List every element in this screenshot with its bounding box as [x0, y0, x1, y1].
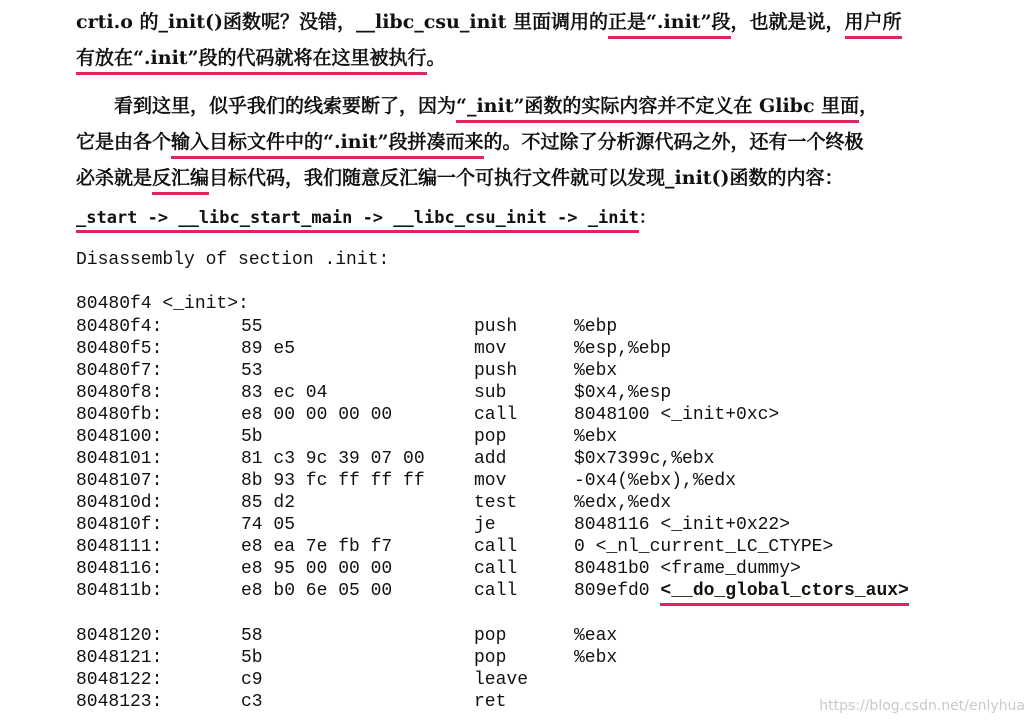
- mnemonic: pop: [474, 427, 507, 447]
- highlight-init-section: 正是“.init”段: [608, 9, 731, 39]
- address: 8048121:: [76, 648, 163, 668]
- opcode-bytes: e8 ea 7e fb f7: [241, 537, 393, 557]
- mnemonic: call: [474, 559, 518, 579]
- text: 的。不过除了分析源代码之外，还有一个终极: [483, 131, 864, 153]
- mnemonic: leave: [474, 670, 529, 690]
- mnemonic: call: [474, 581, 518, 601]
- watermark: https://blog.csdn.net/enlyhua: [819, 698, 1025, 714]
- operand: %ebx: [574, 361, 618, 381]
- address: 804810d:: [76, 493, 163, 513]
- opcode-bytes: c9: [241, 670, 263, 690]
- function-label: 80480f4 <_init>:: [76, 294, 249, 314]
- highlight-init-not-in-glibc: “_init”函数的实际内容并不定义在 Glibc 里面: [456, 93, 859, 123]
- opcode-bytes: 58: [241, 626, 263, 646]
- address: 80480f7:: [76, 361, 163, 381]
- opcode-bytes: 53: [241, 361, 263, 381]
- address: 8048116:: [76, 559, 163, 579]
- mnemonic: pop: [474, 626, 507, 646]
- operand: $0x7399c,%ebx: [574, 449, 715, 469]
- operand: [574, 580, 909, 602]
- opcode-bytes: c3: [241, 692, 263, 712]
- mnemonic: push: [474, 317, 518, 337]
- opcode-bytes: 85 d2: [241, 493, 296, 513]
- text: 目标代码，我们随意反汇编一个可执行文件就可以发现_init()函数的内容：: [209, 167, 844, 189]
- operand: %ebx: [574, 427, 618, 447]
- operand: %esp,%ebp: [574, 339, 672, 359]
- address: 8048107:: [76, 471, 163, 491]
- mnemonic: mov: [474, 339, 507, 359]
- mnemonic: test: [474, 493, 518, 513]
- text: 。: [426, 47, 446, 69]
- opcode-bytes: 83 ec 04: [241, 383, 328, 403]
- opcode-bytes: e8 95 00 00 00: [241, 559, 393, 579]
- paragraph-1-line-1: [76, 4, 902, 40]
- operand: -0x4(%ebx),%edx: [574, 471, 737, 491]
- text: ，: [859, 95, 879, 117]
- address: 8048123:: [76, 692, 163, 712]
- address: 80480fb:: [76, 405, 163, 425]
- opcode-bytes: e8 00 00 00 00: [241, 405, 393, 425]
- call-chain: [76, 203, 656, 233]
- address: 80480f5:: [76, 339, 163, 359]
- text: ，也就是说，: [730, 11, 845, 33]
- paragraph-1-line-2: [76, 40, 446, 76]
- address: 8048101:: [76, 449, 163, 469]
- mnemonic: sub: [474, 383, 507, 403]
- section-header: Disassembly of section .init:: [76, 250, 390, 270]
- operand-address: 809efd0: [574, 581, 661, 601]
- address: 8048120:: [76, 626, 163, 646]
- mnemonic: je: [474, 515, 496, 535]
- text: 它是由各个: [76, 131, 172, 153]
- mnemonic: call: [474, 537, 518, 557]
- call-chain-text: _start -> __libc_start_main -> __libc_csu_init -> _init: [76, 207, 639, 233]
- opcode-bytes: 74 05: [241, 515, 296, 535]
- operand: 0 <_nl_current_LC_CTYPE>: [574, 537, 834, 557]
- address: 804810f:: [76, 515, 163, 535]
- mnemonic: push: [474, 361, 518, 381]
- operand: 80481b0 <frame_dummy>: [574, 559, 801, 579]
- highlight-user-code-cont: 有放在“.init”段的代码就将在这里被执行: [76, 45, 427, 75]
- text: 必杀就是: [76, 167, 153, 189]
- address: 8048122:: [76, 670, 163, 690]
- opcode-bytes: e8 b0 6e 05 00: [241, 581, 393, 601]
- operand: 8048100 <_init+0xc>: [574, 405, 780, 425]
- highlight-disassemble: 反汇编: [152, 165, 209, 195]
- paragraph-2-line-1: [76, 88, 878, 124]
- address: 8048111:: [76, 537, 163, 557]
- mnemonic: ret: [474, 692, 507, 712]
- opcode-bytes: 81 c3 9c 39 07 00: [241, 449, 425, 469]
- operand: %edx,%edx: [574, 493, 672, 513]
- operand: %eax: [574, 626, 618, 646]
- mnemonic: add: [474, 449, 507, 469]
- call-chain-suffix: ：: [638, 208, 656, 228]
- text: crti.o 的_init()函数呢？没错，__libc_csu_init 里面调用的: [76, 11, 608, 33]
- operand: %ebx: [574, 648, 618, 668]
- opcode-bytes: 8b 93 fc ff ff ff: [241, 471, 425, 491]
- address: 80480f4:: [76, 317, 163, 337]
- highlight-assembled-from-objects: 输入目标文件中的“.init”段拼凑而来: [171, 129, 484, 159]
- address: 8048100:: [76, 427, 163, 447]
- operand: 8048116 <_init+0x22>: [574, 515, 791, 535]
- paragraph-2-line-3: [76, 160, 844, 196]
- mnemonic: call: [474, 405, 518, 425]
- mnemonic: mov: [474, 471, 507, 491]
- paragraph-2-line-2: [76, 124, 864, 160]
- opcode-bytes: 55: [241, 317, 263, 337]
- mnemonic: pop: [474, 648, 507, 668]
- opcode-bytes: 5b: [241, 648, 263, 668]
- opcode-bytes: 5b: [241, 427, 263, 447]
- operand: %ebp: [574, 317, 618, 337]
- address: 80480f8:: [76, 383, 163, 403]
- address: 804811b:: [76, 581, 163, 601]
- operand: $0x4,%esp: [574, 383, 672, 403]
- highlight-user-code: 用户所: [845, 9, 902, 39]
- text: 看到这里，似乎我们的线索要断了，因为: [76, 95, 457, 117]
- highlight-do-global-ctors-aux: <__do_global_ctors_aux>: [660, 581, 908, 606]
- opcode-bytes: 89 e5: [241, 339, 296, 359]
